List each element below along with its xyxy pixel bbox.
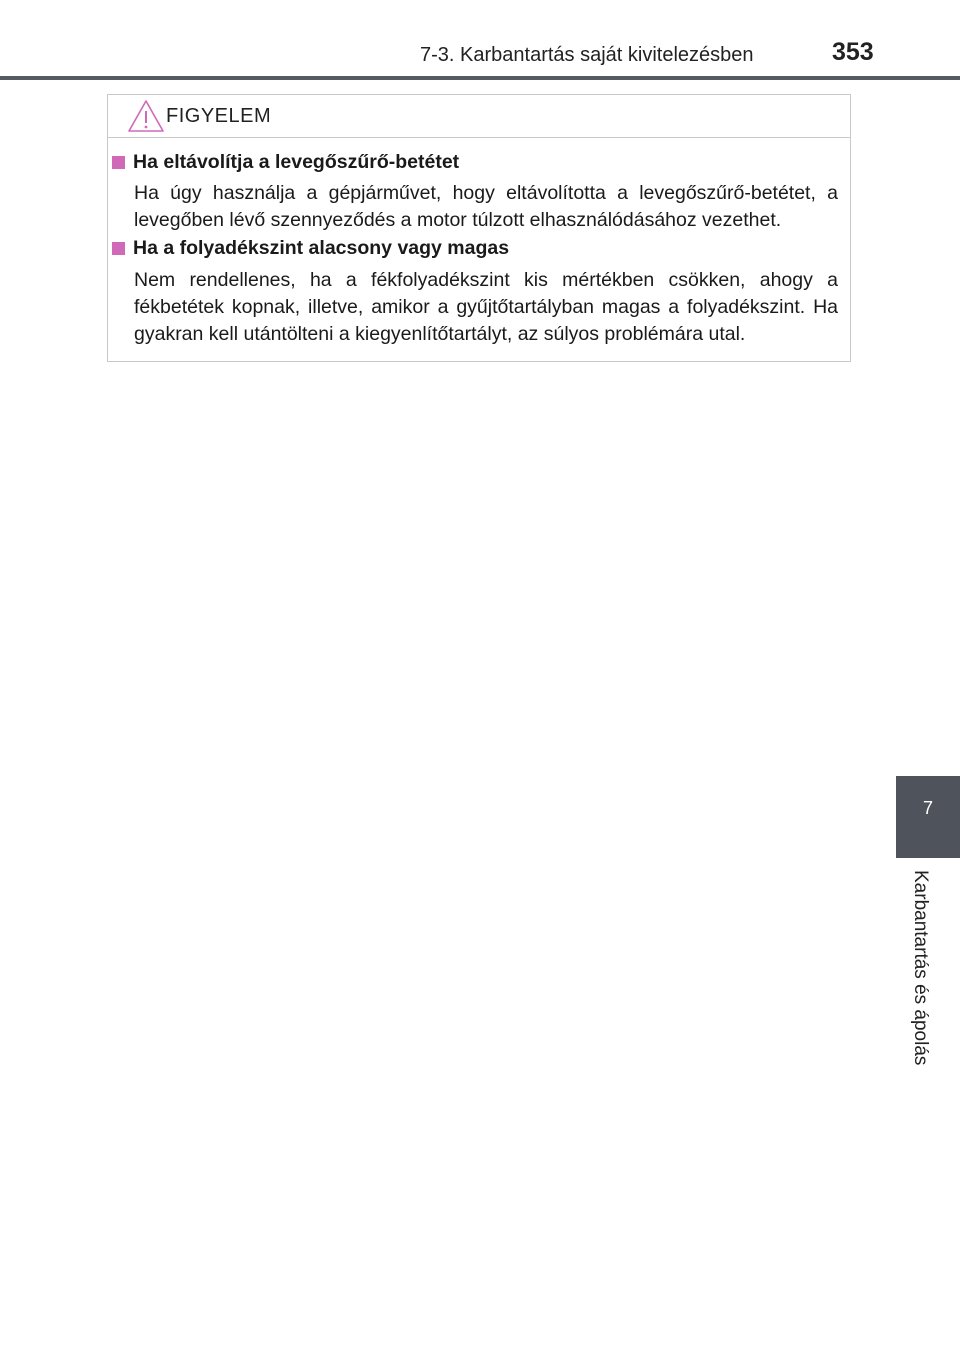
chapter-tab xyxy=(896,776,960,858)
chapter-title: Karbantartás és ápolás xyxy=(910,870,931,1066)
chapter-number: 7 xyxy=(922,798,933,818)
item-heading-text: Ha eltávolítja a levegőszűrő-betétet xyxy=(133,151,460,173)
header-rule xyxy=(0,76,960,80)
square-bullet-icon xyxy=(112,242,125,255)
warning-triangle-icon xyxy=(126,98,166,134)
section-title: 7-3. Karbantartás saját kivitelezésben xyxy=(420,44,754,66)
warning-box xyxy=(107,94,851,362)
item-heading xyxy=(112,237,509,260)
warning-label: FIGYELEM xyxy=(166,105,272,127)
item-body: Ha úgy használja a gépjárművet, hogy eltávolította a levegőszűrő-betétet, a levegőben lévő szennyeződés a motor túlzott elhasználódásához vezethet. xyxy=(134,182,838,231)
page-number: 353 xyxy=(832,38,874,66)
item-body: Nem rendellenes, ha a fékfolyadékszint kis mértékben csökken, ahogy a fékbetétek kopnak, illetve, amikor a gyűjtőtartályban magas a folyadékszint. Ha gyakran kell utántölteni a kiegyenlítőtartályt, az súlyos problémára utal. xyxy=(134,269,838,345)
warning-header xyxy=(108,95,850,138)
square-bullet-icon xyxy=(112,156,125,169)
item-heading xyxy=(112,151,459,174)
item-heading-text: Ha a folyadékszint alacsony vagy magas xyxy=(133,237,510,259)
